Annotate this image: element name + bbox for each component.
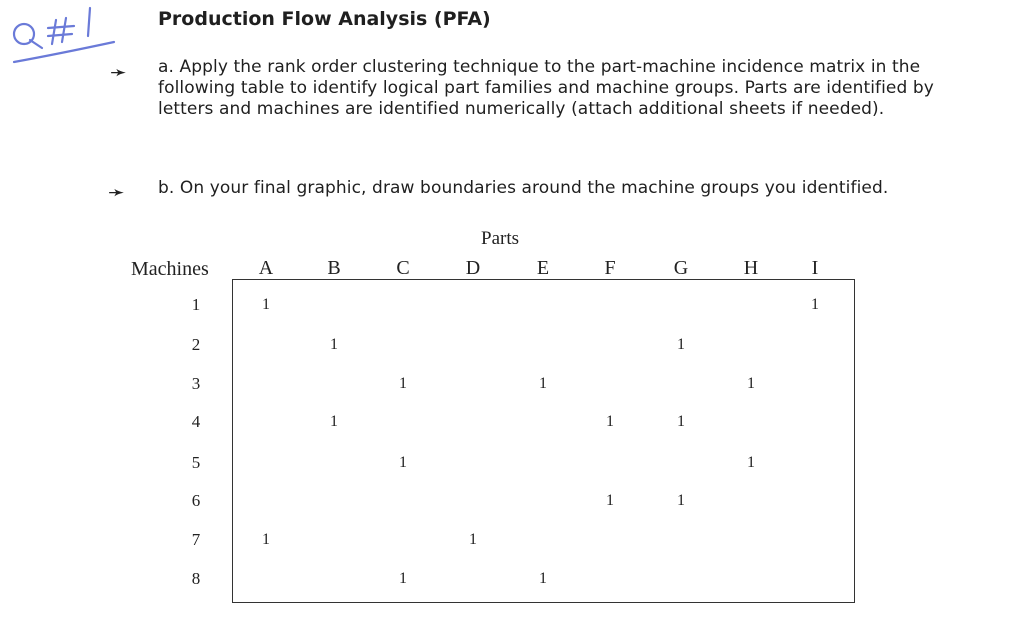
column-header-h: H bbox=[743, 257, 759, 279]
matrix-cell: 1 bbox=[677, 336, 685, 353]
matrix-cell: 1 bbox=[539, 570, 547, 587]
matrix-cell: 1 bbox=[747, 375, 755, 392]
matrix-cell: 1 bbox=[469, 531, 477, 548]
row-label-4: 4 bbox=[191, 412, 201, 431]
row-label-7: 7 bbox=[191, 530, 201, 549]
matrix-cell: 1 bbox=[677, 492, 685, 509]
column-header-c: C bbox=[396, 257, 410, 279]
matrix-cell: 1 bbox=[399, 570, 407, 587]
matrix-cell: 1 bbox=[330, 336, 338, 353]
matrix-cell: 1 bbox=[606, 492, 614, 509]
row-label-8: 8 bbox=[191, 569, 201, 588]
instruction-a: a. Apply the rank order clustering technique to the part-machine incidence matrix in the following table to identify logical part families and machine groups. Parts are identified by letters and machines are identified numerically (attach additional sheets if needed). bbox=[158, 57, 934, 119]
row-label-3: 3 bbox=[191, 374, 201, 393]
column-header-a: A bbox=[258, 257, 274, 279]
machines-header: Machines bbox=[131, 258, 209, 280]
arrow-b-icon: ➛ bbox=[108, 180, 125, 204]
matrix-cell: 1 bbox=[677, 413, 685, 430]
matrix-cell: 1 bbox=[747, 454, 755, 471]
column-header-d: D bbox=[465, 257, 481, 279]
handwritten-note-icon bbox=[8, 2, 118, 72]
column-header-b: B bbox=[327, 257, 341, 279]
matrix-cell: 1 bbox=[262, 531, 270, 548]
column-header-g: G bbox=[673, 257, 689, 279]
matrix-cell: 1 bbox=[606, 413, 614, 430]
arrow-a-icon: ➛ bbox=[110, 60, 127, 84]
row-label-1: 1 bbox=[191, 295, 201, 314]
parts-header: Parts bbox=[481, 228, 519, 249]
row-label-2: 2 bbox=[191, 335, 201, 354]
column-header-i: I bbox=[811, 257, 819, 279]
matrix-cell: 1 bbox=[330, 413, 338, 430]
matrix-cell: 1 bbox=[399, 375, 407, 392]
matrix-cell: 1 bbox=[539, 375, 547, 392]
column-header-e: E bbox=[536, 257, 550, 279]
instruction-b: b. On your final graphic, draw boundaries around the machine groups you identified. bbox=[158, 178, 889, 198]
matrix-cell: 1 bbox=[811, 296, 819, 313]
page-title: Production Flow Analysis (PFA) bbox=[158, 8, 491, 30]
row-label-5: 5 bbox=[191, 453, 201, 472]
column-header-f: F bbox=[604, 257, 616, 279]
row-label-6: 6 bbox=[191, 491, 201, 510]
matrix-cell: 1 bbox=[399, 454, 407, 471]
matrix-cell: 1 bbox=[262, 296, 270, 313]
annotation-text: Q#1 bbox=[8, 2, 11, 3]
matrix-border bbox=[232, 279, 855, 603]
